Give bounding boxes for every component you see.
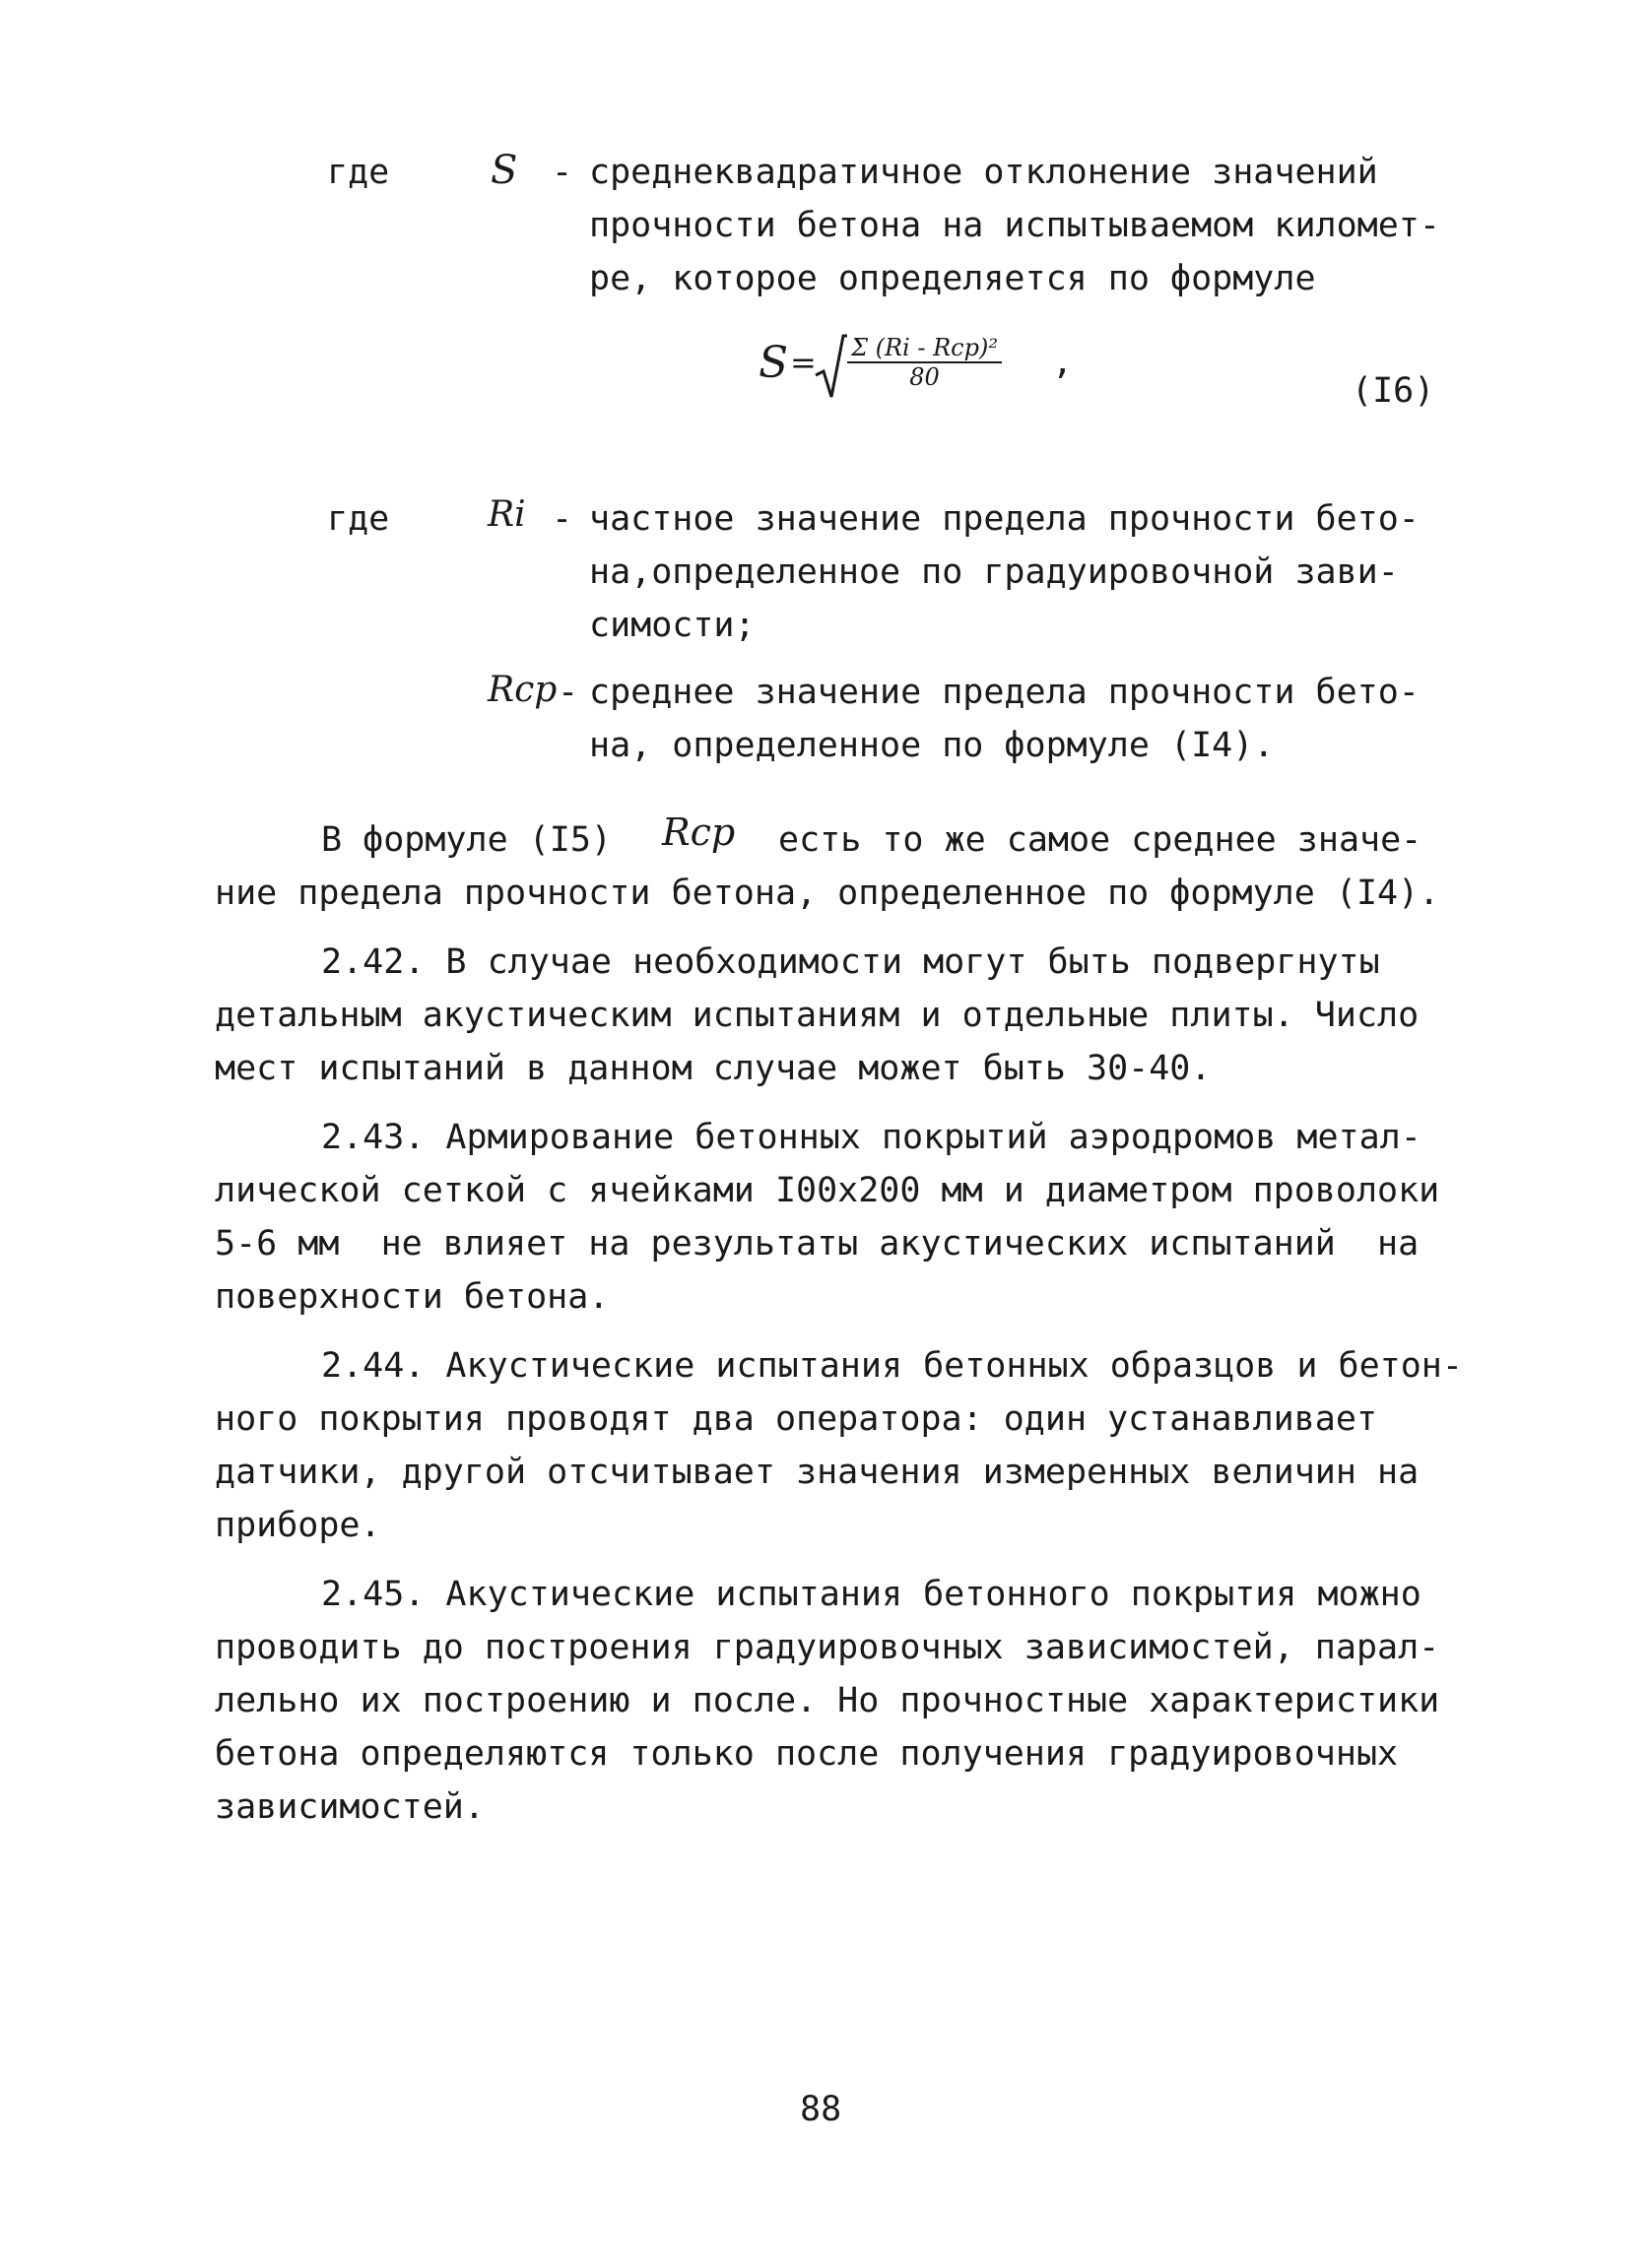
radical-sign-icon <box>814 332 847 401</box>
def1-line-1: среднеквадратичное отклонение значений <box>589 153 1378 192</box>
para-i5-line-2: ние предела прочности бетона, определенное по формуле (I4). <box>215 874 1440 913</box>
def2-ri-line-2: на,определенное по градуировочной зави- <box>589 552 1399 592</box>
para-242-line-2: детальным акустическим испытаниям и отдельные плиты. Число <box>215 996 1420 1035</box>
def2-rcp-line-1: среднее значение предела прочности бето- <box>589 673 1420 712</box>
para-i5-prefix: В формуле (I5) <box>321 820 613 860</box>
formula-fraction <box>847 334 1002 391</box>
symbol-ri: Ri <box>488 494 526 535</box>
dash-1: - <box>552 153 573 192</box>
para-245-line-1: 2.45. Акустические испытания бетонного покрытия можно <box>321 1575 1421 1614</box>
def2-rcp-line-2: на, определенное по формуле (I4). <box>589 726 1275 765</box>
equation-number: (I6) <box>1352 371 1435 411</box>
para-244-line-2: ного покрытия проводят два оператора: один устанавливает <box>215 1399 1378 1439</box>
where-label-2: где <box>327 499 390 539</box>
para-245-line-3: лельно их построению и после. Но прочностные характеристики <box>215 1681 1440 1720</box>
page-number: 88 <box>800 2090 842 2129</box>
para-243-line-1: 2.43. Армирование бетонных покрытий аэродромов метал- <box>321 1118 1421 1157</box>
para-242-line-1: 2.42. В случае необходимости могут быть подвергнуты <box>321 942 1380 982</box>
def2-ri-line-3: симости; <box>589 606 756 645</box>
para-i5-suffix: есть то же самое среднее значе- <box>778 820 1422 860</box>
formula-numerator: Σ (Ri - Rср)² <box>847 334 1002 363</box>
symbol-s: S <box>491 148 518 193</box>
formula-eq: = <box>790 344 817 381</box>
dash-2: - <box>552 499 573 539</box>
symbol-rcp: Rср <box>488 670 558 710</box>
para-242-line-3: мест испытаний в данном случае может быть 30-40. <box>215 1049 1212 1088</box>
para-243-line-4: поверхности бетона. <box>215 1277 610 1317</box>
para-244-line-1: 2.44. Акустические испытания бетонных образцов и бетон- <box>321 1346 1463 1386</box>
para-245-line-4: бетона определяются только после получения градуировочных <box>215 1734 1399 1774</box>
para-243-line-2: лической сеткой с ячейками I00x200 мм и диаметром проволоки <box>215 1171 1440 1210</box>
formula-16 <box>759 330 1084 419</box>
formula-lhs: S <box>759 338 789 388</box>
para-244-line-3: датчики, другой отсчитывает значения измеренных величин на <box>215 1453 1420 1492</box>
formula-denominator: 80 <box>909 363 940 391</box>
para-245-line-2: проводить до построения градуировочных зависимостей, парал- <box>215 1628 1440 1667</box>
dash-3: - <box>558 673 579 712</box>
def1-line-2: прочности бетона на испытываемом километ- <box>589 206 1440 245</box>
para-244-line-4: приборе. <box>215 1506 381 1545</box>
para-243-line-3: 5-6 мм не влияет на результаты акустических испытаний на <box>215 1224 1420 1264</box>
def2-ri-line-1: частное значение предела прочности бето- <box>589 499 1420 539</box>
formula-comma: , <box>1052 343 1074 382</box>
symbol-rcp-inline: Rср <box>662 810 736 854</box>
where-label-1: где <box>327 153 390 192</box>
def1-line-3: ре, которое определяется по формуле <box>589 259 1316 298</box>
para-245-line-5: зависимостей. <box>215 1787 485 1827</box>
